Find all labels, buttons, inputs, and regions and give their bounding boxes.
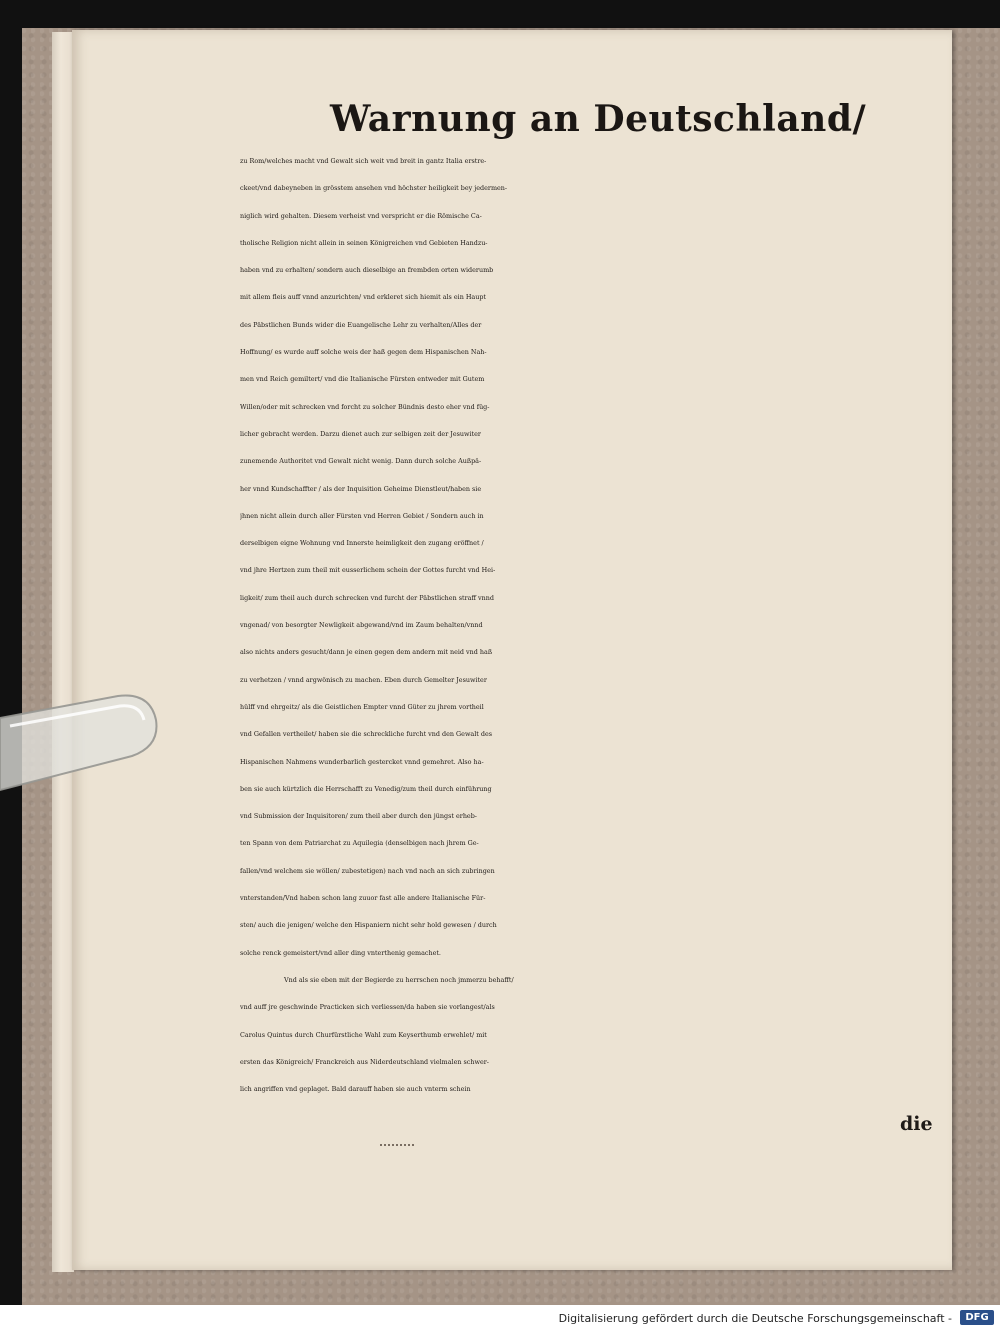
text-line: vnd jhre Hertzen zum theil mit eusserlichem schein der Gottes furcht vnd Hei-: [240, 566, 496, 575]
text-line: haben vnd zu erhalten/ sondern auch dieselbige an frembden orten widerumb: [240, 266, 494, 275]
text-line: also nichts anders gesucht/dann je einen gegen dem andern mit neid vnd haß: [240, 648, 493, 657]
text-line: vnd auff jre geschwinde Practicken sich verliessen/da haben sie vorlangest/als: [240, 1003, 495, 1012]
text-line: zunemende Authoritet vnd Gewalt nicht wenig. Dann durch solche Außpä-: [240, 457, 482, 466]
text-line: zu Rom/welches macht vnd Gewalt sich weit vnd breit in gantz Italia erstre-: [240, 157, 487, 165]
text-line: ten Spann von dem Patriarchat zu Aquilegia (denselbigen nach jhrem Ge-: [240, 839, 479, 848]
text-line: ckeet/vnd dabeyneben in grösstem ansehen vnd höchster heiligkeit bey jedermen-: [240, 184, 508, 193]
text-line: Vnd als sie eben mit der Begierde zu herrschen noch jmmerzu behafft/: [284, 975, 514, 984]
text-line: vnd Gefallen vertheilet/ haben sie die schreckliche furcht vnd den Gewalt des: [240, 730, 493, 739]
text-line: Hoffnung/ es wurde auff solche weis der haß gegen dem Hispanischen Nah-: [240, 348, 487, 357]
catchword: die: [900, 1113, 933, 1135]
text-line: niglich wird gehalten. Diesem verheist vnd verspricht er die Römische Ca-: [240, 211, 482, 220]
text-line: des Päbstlichen Bunds wider die Euangelische Lehr zu verhalten/Alles der: [240, 320, 482, 329]
page-edge-stack: [52, 32, 74, 1272]
running-heading: Warnung an Deutschland/: [330, 98, 867, 140]
text-line: ersten das Königreich/ Franckreich aus Niderdeutschland vielmalen schwer-: [240, 1057, 489, 1066]
text-line: Hispanischen Nahmens wunderbarlich gestercket vnnd gemehret. Also ha-: [240, 757, 484, 766]
text-line: vnterstanden/Vnd haben schon lang zuuor fast alle andere Italianische Für-: [240, 894, 486, 903]
text-line: Willen/oder mit schrecken vnd forcht zu solcher Bündnis desto eher vnd füg-: [240, 402, 490, 411]
text-line: licher gebracht werden. Darzu dienet auch zur selbigen zeit der Jesuwiter: [240, 429, 481, 438]
glass-weight-clip: [0, 690, 160, 810]
text-line: Carolus Quintus durch Churfürstliche Wahl zum Keyserthumb erwehlet/ mit: [240, 1030, 487, 1039]
funding-credit: Digitalisierung gefördert durch die Deutsche Forschungsgemeinschaft -: [558, 1312, 952, 1325]
text-line: zu verhetzen / vnnd argwönisch zu machen. Eben durch Gemelter Jesuwiter: [240, 675, 487, 684]
text-line: sten/ auch die jenigen/ welche den Hispaniern nicht sehr hold gewesen / durch: [240, 921, 497, 930]
text-line: mit allem fleis auff vnnd anzurichten/ vnd erkleret sich hiemit als ein Haupt: [240, 293, 486, 302]
printer-ornament-mark: [380, 1140, 414, 1146]
text-line: lich angriffen vnd geplaget. Bald darauff haben sie auch vnterm schein: [240, 1085, 471, 1094]
text-line: tholische Religion nicht allein in seinen Königreichen vnd Gebieten Handzu-: [240, 238, 488, 247]
text-line: hülff vnd ehrgeitz/ als die Geistlichen Empter vnnd Güter zu jhrem vortheil: [240, 702, 484, 711]
footer-bar: [0, 1305, 1000, 1331]
text-line: ligkeit/ zum theil auch durch schrecken vnd furcht der Päbstlichen straff vnnd: [240, 593, 494, 602]
text-line: ben sie auch kürtzlich die Herrschafft zu Venedig/zum theil durch einführung: [240, 784, 492, 793]
text-line: fallen/vnd welchem sie wöllen/ zubestetigen) nach vnd nach an sich zubringen: [240, 866, 495, 875]
text-line: derselbigen eigne Wohnung vnd Innerste heimligkeit den zugang eröffnet /: [240, 539, 484, 548]
page-body-text: [240, 148, 940, 1103]
text-line: men vnd Reich gemiltert/ vnd die Italianische Fürsten entweder mit Gutem: [240, 375, 485, 384]
text-line: solche renck gemeistert/vnd aller ding vnterthenig gemachet.: [240, 948, 441, 957]
text-line: vngenad/ von besorgter Newligkeit abgewand/vnd im Zaum behalten/vnnd: [240, 621, 483, 630]
text-line: vnd Submission der Inquisitoren/ zum theil aber durch den jüngst erheb-: [240, 812, 477, 821]
text-line: jhnen nicht allein durch aller Fürsten vnd Herren Gebiet / Sondern auch in: [240, 511, 484, 520]
dfg-logo-icon: DFG: [960, 1310, 994, 1325]
text-line: her vnnd Kundschaffter / als der Inquisition Geheime Dienstleut/haben sie: [240, 484, 482, 493]
